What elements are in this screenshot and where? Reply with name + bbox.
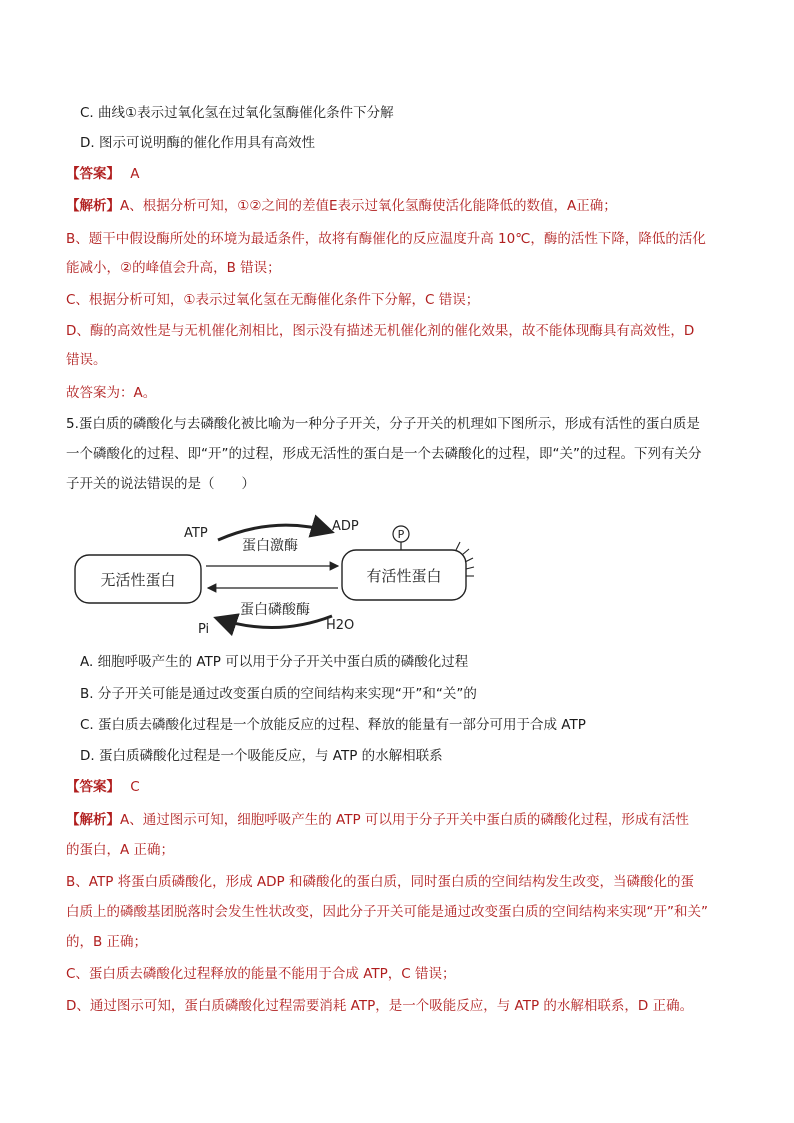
q5-analysis-d: D、通过图示可知，蛋白质磷酸化过程需要消耗 ATP，是一个吸能反应，与 ATP 的水解相联系，D 正确。 [66, 998, 694, 1014]
inactive-protein-label: 无活性蛋白 [100, 571, 176, 589]
q5-analysis-b1: B、ATP 将蛋白质磷酸化，形成 ADP 和磷酸化的蛋白质，同时蛋白质的空间结构发生改变，当磷酸化的蛋 [66, 874, 694, 890]
q5-analysis-b3: 的，B 正确； [66, 934, 148, 950]
answer-label: 【答案】 [66, 779, 120, 795]
q5-option-b: B. 分子开关可能是通过改变蛋白质的空间结构来实现“开”和“关”的 [80, 686, 477, 702]
q5-analysis-b2: 白质上的磷酸基团脱落时会发生性状改变，因此分子开关可能是通过改变蛋白质的空间结构来实现“开”和关” [66, 904, 708, 920]
q4-option-d: D. 图示可说明酶的催化作用具有高效性 [80, 135, 315, 151]
pi-label: Pi [198, 622, 210, 637]
atp-label: ATP [184, 526, 208, 541]
q4-conclusion: 故答案为：A。 [66, 385, 157, 401]
q4-analysis-a [66, 196, 617, 216]
adp-label: ADP [332, 519, 359, 534]
q5-stem-line2: 一个磷酸化的过程、即“开”的过程，形成无活性的蛋白是一个去磷酸化的过程，即“关”的过程。下列有关分 [66, 446, 702, 462]
molecular-switch-diagram [70, 510, 490, 640]
q5-option-a: A. 细胞呼吸产生的 ATP 可以用于分子开关中蛋白质的磷酸化过程 [80, 654, 469, 670]
kinase-label: 蛋白激酶 [242, 538, 298, 554]
q5-analysis-c: C、蛋白质去磷酸化过程释放的能量不能用于合成 ATP，C 错误； [66, 966, 456, 982]
analysis-text: A、通过图示可知，细胞呼吸产生的 ATP 可以用于分子开关中蛋白质的磷酸化过程，形成有活性 [120, 812, 689, 828]
q4-analysis-b2: 能减小，②的峰值会升高，B 错误； [66, 260, 281, 276]
q5-analysis-a2: 的蛋白，A 正确； [66, 842, 175, 858]
q4-analysis-d1: D、酶的高效性是与无机催化剂相比，图示没有描述无机催化剂的催化效果，故不能体现酶具有高效性，D [66, 323, 695, 339]
q5-option-c: C. 蛋白质去磷酸化过程是一个放能反应的过程、释放的能量有一部分可用于合成 ATP [80, 717, 586, 733]
q5-option-d: D. 蛋白质磷酸化过程是一个吸能反应，与 ATP 的水解相联系 [80, 748, 443, 764]
q4-analysis-d2: 错误。 [66, 352, 107, 368]
q4-analysis-c: C、根据分析可知，①表示过氧化氢在无酶催化条件下分解，C 错误； [66, 292, 480, 308]
answer-value: A [130, 166, 140, 182]
active-protein-label: 有活性蛋白 [366, 567, 442, 585]
analysis-text: A、根据分析可知，①②之间的差值E表示过氧化氢酶使活化能降低的数值，A正确； [120, 198, 617, 214]
phosphatase-label: 蛋白磷酸酶 [240, 602, 310, 618]
water-label: H2O [326, 618, 355, 633]
q5-stem-line3: 子开关的说法错误的是（ ） [66, 476, 255, 492]
q4-analysis-b1: B、题干中假设酶所处的环境为最适条件，故将有酶催化的反应温度升高 10℃，酶的活性下降，降低的活化 [66, 231, 706, 247]
analysis-label: 【解析】 [66, 198, 120, 214]
q4-option-c: C. 曲线①表示过氧化氢在过氧化氢酶催化条件下分解 [80, 105, 394, 121]
q5-analysis-a1 [66, 810, 689, 830]
analysis-label: 【解析】 [66, 812, 120, 828]
phosphate-label: P [397, 528, 405, 541]
answer-label: 【答案】 [66, 166, 120, 182]
answer-value: C [130, 779, 140, 795]
q5-answer [66, 777, 140, 797]
q4-answer [66, 164, 140, 184]
q5-stem-line1: 5.蛋白质的磷酸化与去磷酸化被比喻为一种分子开关，分子开关的机理如下图所示，形成有活性的蛋白质是 [66, 416, 700, 432]
